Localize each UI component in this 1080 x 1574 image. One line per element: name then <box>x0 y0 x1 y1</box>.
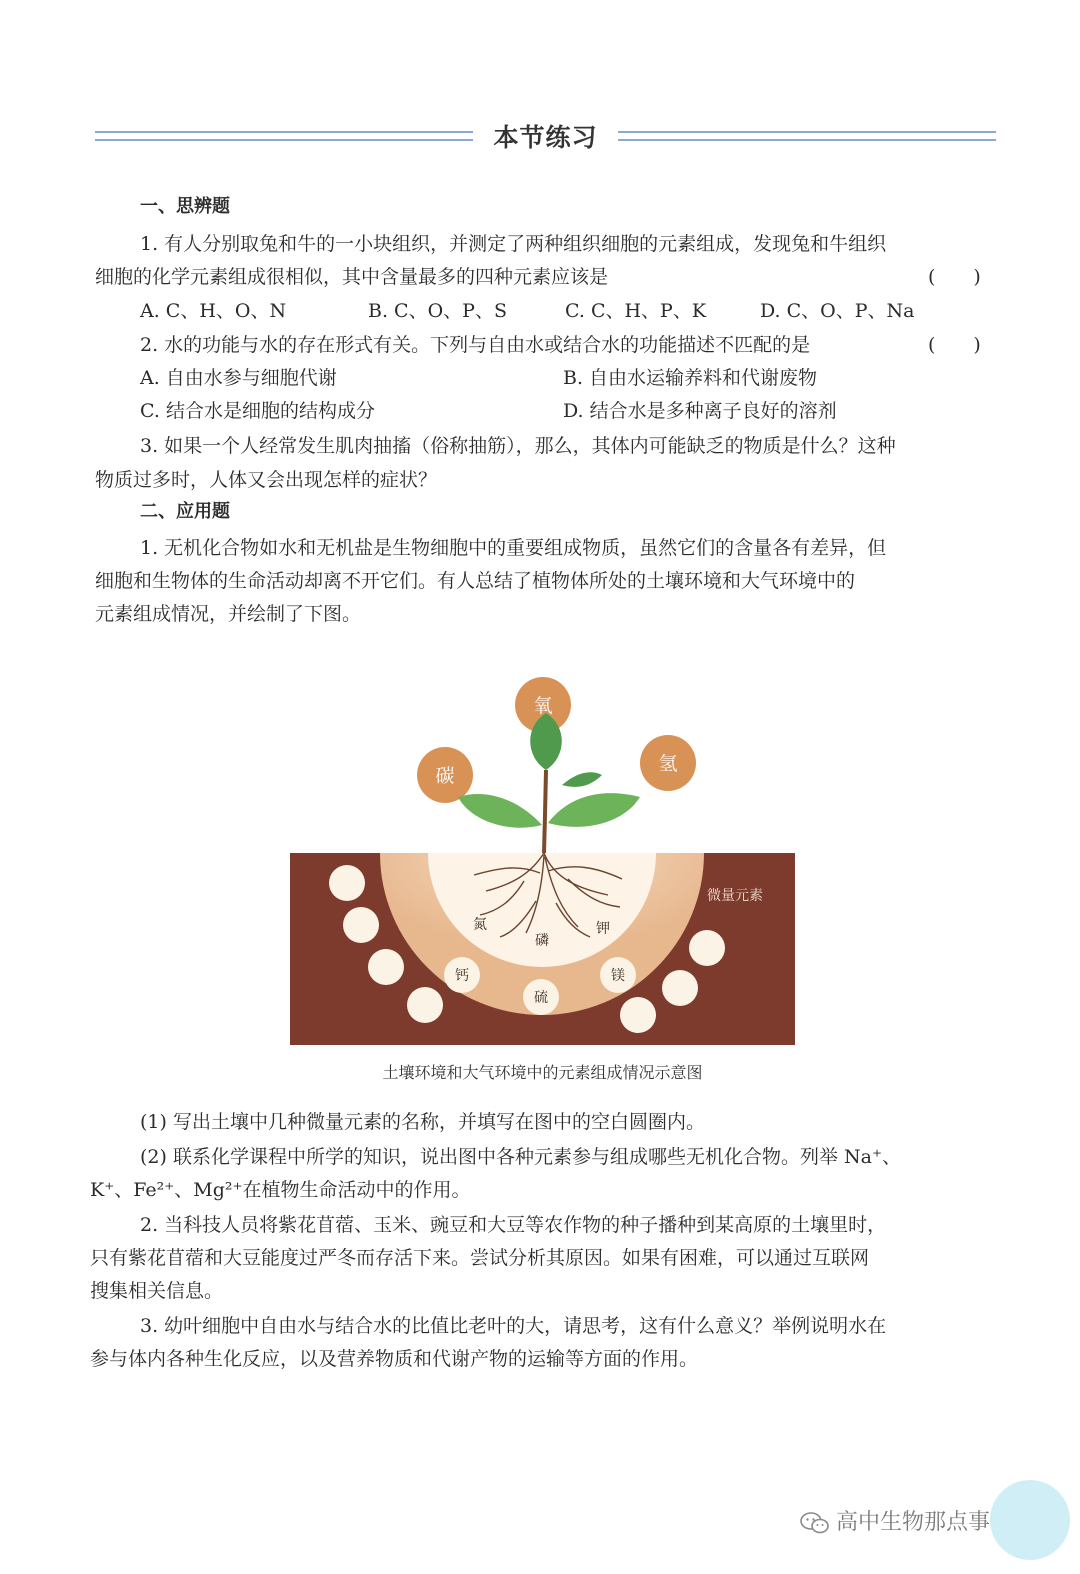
macro-label-calcium: 钙 <box>455 968 469 984</box>
watermark <box>800 1505 990 1536</box>
application-1-line-3: 元素组成情况，并绘制了下图。 <box>95 603 362 625</box>
question-2-option-c: C. 结合水是细胞的结构成分 <box>140 400 375 422</box>
macro-label-potassium: 钾 <box>596 921 610 937</box>
application-2-line-3: 搜集相关信息。 <box>90 1280 224 1302</box>
section-heading-reasoning: 一、思辨题 <box>140 196 230 217</box>
air-label-hydrogen: 氢 <box>658 753 678 775</box>
question-2-answer-bracket: ( ) <box>928 334 981 356</box>
question-1-answer-bracket: ( ) <box>928 266 981 288</box>
question-1-option-a: A. C、H、O、N <box>140 300 287 322</box>
application-1-line-1: 1. 无机化合物如水和无机盐是生物细胞中的重要组成物质，虽然它们的含量各有差异，但 <box>140 537 887 559</box>
trace-element-label: 微量元素 <box>707 888 763 904</box>
leaf-right <box>548 793 640 827</box>
application-3-line-1: 3. 幼叶细胞中自由水与结合水的比值比老叶的大，请思考，这有什么意义？举例说明水在 <box>140 1315 887 1337</box>
application-1-line-2: 细胞和生物体的生命活动却离不开它们。有人总结了植物体所处的土壤环境和大气环境中的 <box>95 570 856 592</box>
application-1-sub-2-line-2: K⁺、Fe²⁺、Mg²⁺在植物生命活动中的作用。 <box>90 1179 471 1201</box>
question-2-line-1: 2. 水的功能与水的存在形式有关。下列与自由水或结合水的功能描述不匹配的是 <box>140 334 811 356</box>
application-1-sub-2-line-1: (2) 联系化学课程中所学的知识，说出图中各种元素参与组成哪些无机化合物。列举 Na⁺、 <box>140 1146 901 1168</box>
question-2-option-a: A. 自由水参与细胞代谢 <box>140 367 337 389</box>
watermark-text: 高中生物那点事 <box>836 1510 991 1535</box>
macro-label-nitrogen: 氮 <box>473 917 487 933</box>
trace-blank-circle-7 <box>620 997 656 1033</box>
question-2-option-d: D. 结合水是多种离子良好的溶剂 <box>563 400 837 422</box>
application-2-line-1: 2. 当科技人员将紫花苜蓿、玉米、豌豆和大豆等农作物的种子播种到某高原的土壤里时， <box>140 1214 887 1236</box>
wechat-icon <box>800 1511 830 1535</box>
question-1-option-b: B. C、O、P、S <box>368 300 507 322</box>
question-3-line-2: 物质过多时，人体又会出现怎样的症状？ <box>95 469 438 491</box>
air-label-oxygen: 氧 <box>533 695 553 717</box>
trace-blank-circle-4 <box>407 987 443 1023</box>
section-heading-application: 二、应用题 <box>140 501 230 522</box>
title-rule-left <box>95 131 473 141</box>
trace-blank-circle-1 <box>329 865 365 901</box>
question-2-option-b: B. 自由水运输养料和代谢废物 <box>563 367 818 389</box>
macro-label-sulfur: 硫 <box>534 990 548 1006</box>
macro-label-magnesium: 镁 <box>611 968 625 984</box>
trace-blank-circle-2 <box>343 907 379 943</box>
air-label-carbon: 碳 <box>435 765 455 787</box>
page-title: 本节练习 <box>493 123 598 152</box>
figure-caption: 土壤环境和大气环境中的元素组成情况示意图 <box>382 1063 703 1082</box>
question-3-line-1: 3. 如果一个人经常发生肌肉抽搐（俗称抽筋），那么，其体内可能缺乏的物质是什么？这种 <box>140 435 896 457</box>
question-1-line-2: 细胞的化学元素组成很相似，其中含量最多的四种元素应该是 <box>95 266 609 288</box>
question-1-line-1: 1. 有人分别取兔和牛的一小块组织，并测定了两种组织细胞的元素组成，发现兔和牛组织 <box>140 233 887 255</box>
question-1-option-d: D. C、O、P、Na <box>760 300 915 322</box>
watermark-circle <box>990 1480 1070 1560</box>
macro-label-phosphorus: 磷 <box>535 933 549 949</box>
element-composition-figure <box>290 675 795 1045</box>
leaf-small <box>562 772 602 787</box>
question-1-option-c: C. C、H、P、K <box>565 300 707 322</box>
plant-stem <box>544 770 546 853</box>
trace-blank-circle-3 <box>368 949 404 985</box>
trace-blank-circle-5 <box>689 930 725 966</box>
leaf-left <box>458 794 542 828</box>
title-rule-right <box>618 131 996 141</box>
application-2-line-2: 只有紫花苜蓿和大豆能度过严冬而存活下来。尝试分析其原因。如果有困难，可以通过互联网 <box>90 1247 870 1269</box>
application-3-line-2: 参与体内各种生化反应，以及营养物质和代谢产物的运输等方面的作用。 <box>90 1348 699 1370</box>
trace-blank-circle-6 <box>662 970 698 1006</box>
application-1-sub-1: (1) 写出土壤中几种微量元素的名称，并填写在图中的空白圆圈内。 <box>140 1111 705 1133</box>
